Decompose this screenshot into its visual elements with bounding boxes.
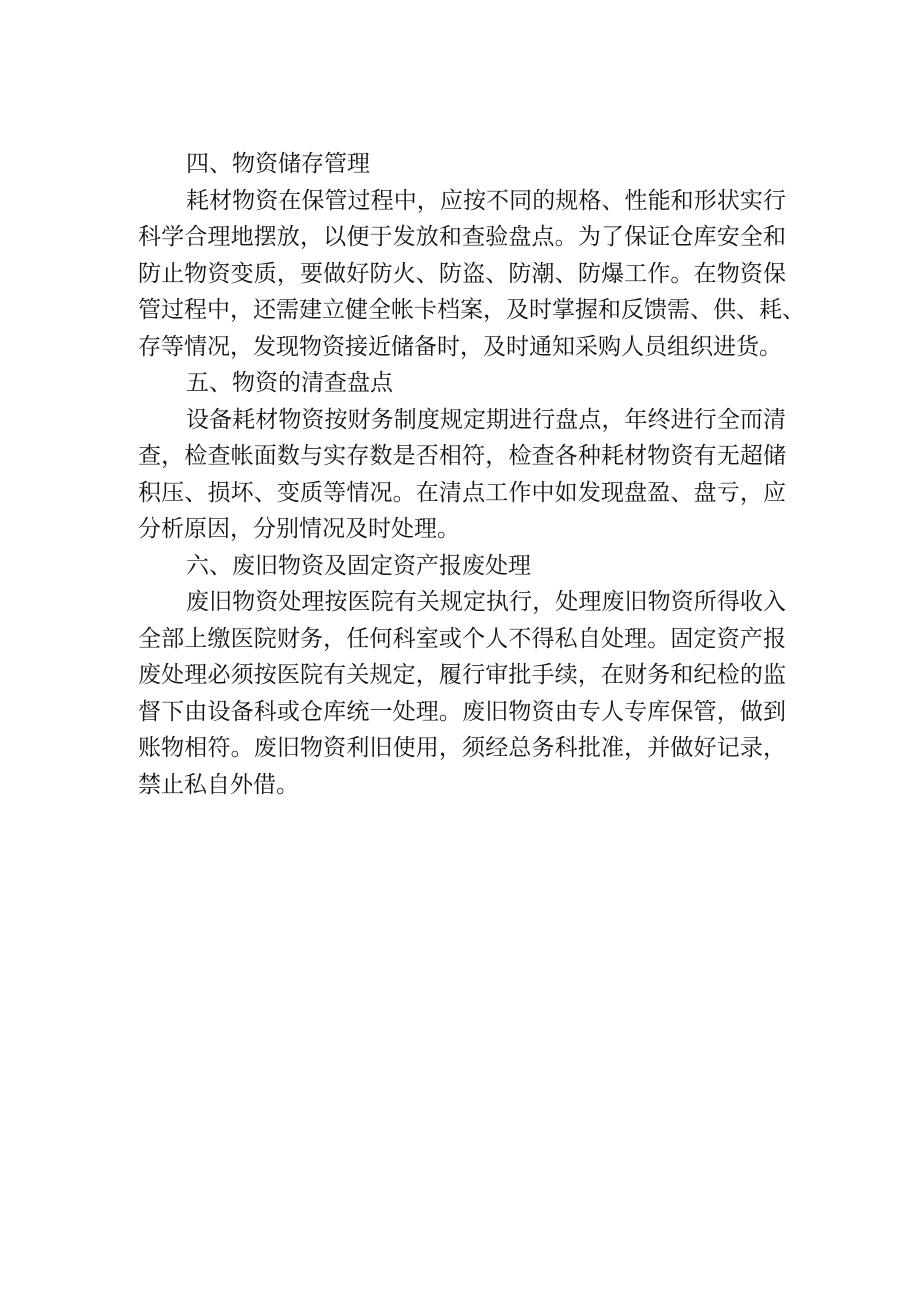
paragraph-line: 耗材物资在保管过程中，应按不同的规格、性能和形状实行 xyxy=(186,187,786,214)
paragraph-line: 防止物资变质，要做好防火、防盗、防潮、防爆工作。在物资保 xyxy=(138,260,786,287)
paragraph-line: 禁止私自外借。 xyxy=(138,771,299,798)
paragraph-line: 科学合理地摆放，以便于发放和查验盘点。为了保证仓库安全和 xyxy=(138,224,786,250)
section-heading-disposal: 六、废旧物资及固定资产报废处理 xyxy=(186,552,531,579)
paragraph-line: 废旧物资处理按医院有关规定执行，处理废旧物资所得收入 xyxy=(186,589,786,615)
section-heading-storage: 四、物资储存管理 xyxy=(186,151,370,177)
paragraph-line: 督下由设备科或仓库统一处理。废旧物资由专人专库保管，做到 xyxy=(138,698,786,725)
paragraph-line: 设备耗材物资按财务制度规定期进行盘点，年终进行全而清 xyxy=(186,406,786,433)
document-body xyxy=(138,146,805,803)
paragraph-line: 管过程中，还需建立健全帐卡档案，及时掌握和反馈需、供、耗、 xyxy=(138,297,805,323)
paragraph-line: 查，检查帐面数与实存数是否相符，检查各种耗材物资有无超储 xyxy=(138,443,786,469)
paragraph-line: 全部上缴医院财务，任何科室或个人不得私自处理。固定资产报 xyxy=(138,625,786,652)
paragraph-line: 存等情况，发现物资接近储备时，及时通知采购人员组织进货。 xyxy=(138,333,782,360)
paragraph-line: 账物相符。废旧物资利旧使用，须经总务科批准，并做好记录， xyxy=(138,735,786,761)
paragraph-line: 废处理必须按医院有关规定，履行审批手续，在财务和纪检的监 xyxy=(138,662,786,688)
paragraph-line: 积压、损坏、变质等情况。在清点工作中如发现盘盈、盘亏，应 xyxy=(138,479,786,506)
section-heading-inventory: 五、物资的清查盘点 xyxy=(186,370,393,396)
paragraph-line: 分析原因，分别情况及时处理。 xyxy=(138,516,460,542)
